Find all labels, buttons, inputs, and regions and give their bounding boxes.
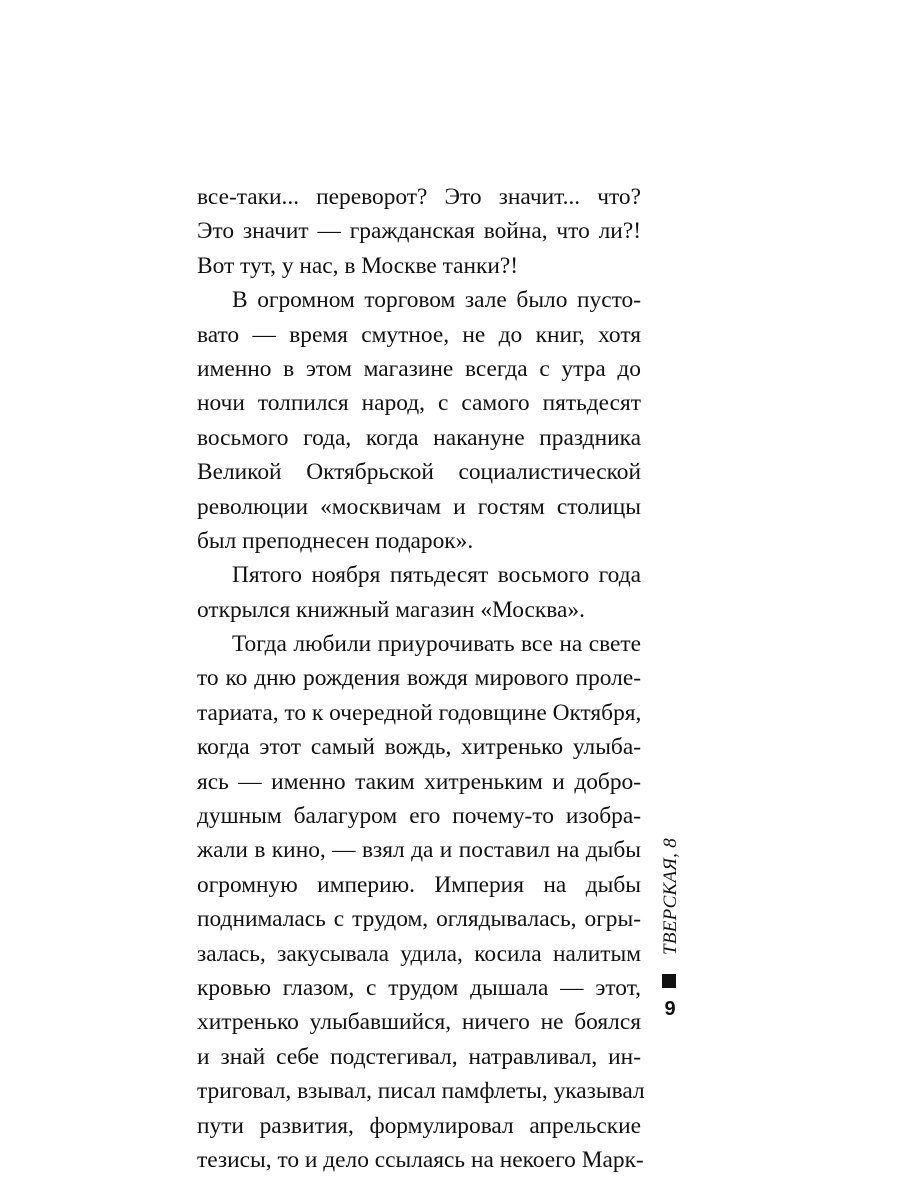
running-head: ТВЕРСКАЯ, 8 bbox=[660, 837, 681, 955]
text-line: пути развития, формулировал апрельские bbox=[197, 1112, 641, 1139]
page-number: 9 bbox=[664, 998, 676, 1020]
text-line: кровью глазом, с трудом дышала — этот, bbox=[197, 974, 641, 1001]
text-line: Тогда любили приурочивать все на свете bbox=[232, 631, 641, 658]
text-line: триговал, взывал, писал памфлеты, указывал bbox=[197, 1078, 645, 1105]
text-line: жали в кино, — взял да и поставил на дыбы bbox=[197, 837, 641, 864]
text-line: Это значит — гражданская война, что ли?! bbox=[197, 218, 641, 245]
text-line: Великой Октябрьской социалистической bbox=[197, 459, 641, 486]
text-line: и знай себе подстегивал, натравливал, ин- bbox=[197, 1043, 641, 1070]
text-line: восьмого года, когда накануне праздника bbox=[197, 424, 641, 451]
text-line: залась, закусывала удила, косила налитым bbox=[197, 940, 641, 967]
text-line: В огромном торговом зале было пусто- bbox=[232, 287, 641, 314]
body-text bbox=[197, 180, 645, 1177]
text-line: огромную империю. Империя на дыбы bbox=[197, 871, 641, 898]
text-line: Вот тут, у нас, в Москве танки?! bbox=[197, 252, 519, 279]
text-line: когда этот самый вождь, хитренько улыба- bbox=[197, 734, 641, 761]
text-line: революции «москвичам и гостям столицы bbox=[197, 493, 641, 520]
square-marker-icon bbox=[662, 974, 676, 988]
text-line: именно в этом магазине всегда с утра до bbox=[197, 355, 641, 382]
text-line: ясь — именно таким хитреньким и добро- bbox=[197, 768, 641, 795]
text-line: вато — время смутное, не до книг, хотя bbox=[197, 321, 641, 348]
text-line: ночи толпился народ, с самого пятьдесят bbox=[197, 390, 641, 417]
text-line: Пятого ноября пятьдесят восьмого года bbox=[232, 562, 641, 589]
text-line: хитренько улыбавшийся, ничего не боялся bbox=[197, 1009, 641, 1036]
text-line: поднималась с трудом, оглядывалась, огры- bbox=[197, 906, 641, 933]
text-line: тезисы, то и дело ссылаясь на некоего Марк- bbox=[197, 1146, 644, 1173]
text-line: был преподнесен подарок». bbox=[197, 527, 474, 554]
text-line: тариата, то к очередной годовщине Октября, bbox=[197, 699, 642, 726]
text-line: душным балагуром его почему-то изобра- bbox=[197, 803, 641, 830]
text-line: то ко дню рождения вождя мирового проле- bbox=[197, 665, 641, 692]
text-line: открылся книжный магазин «Москва». bbox=[197, 596, 585, 623]
text-line: все-таки... переворот? Это значит... что? bbox=[197, 184, 641, 210]
